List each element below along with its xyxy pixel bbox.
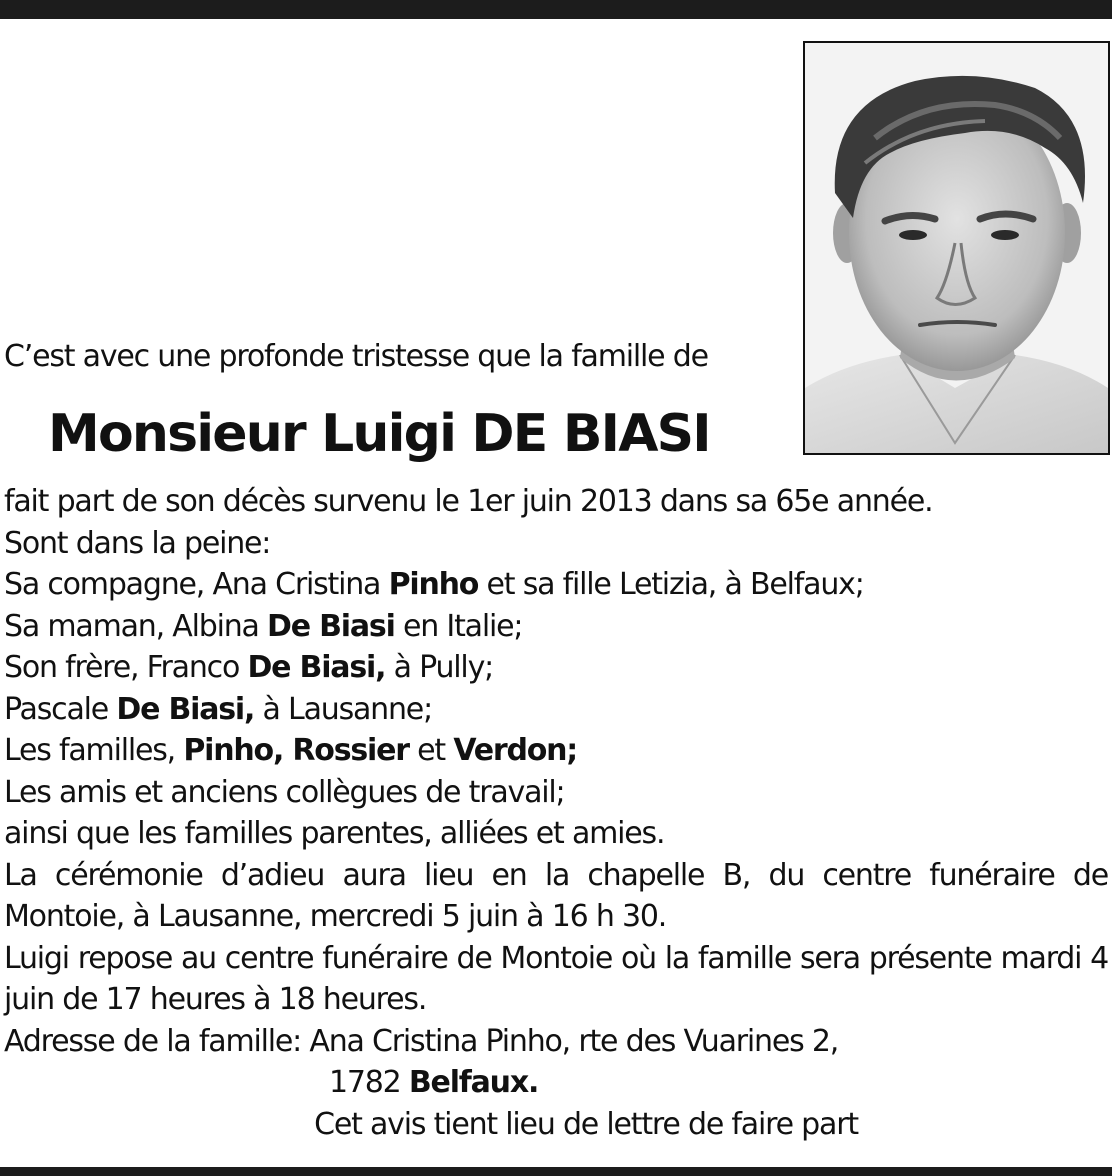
mourner-text: Les familles, — [4, 733, 184, 768]
mourner-line — [4, 730, 1108, 772]
announcement-line: fait part de son décès survenu le 1er juin 2013 dans sa 65e année. — [4, 484, 933, 519]
mourner-line: ainsi que les familles parentes, alliées et amies. — [4, 816, 665, 851]
mourner-surname: De Biasi, — [116, 691, 255, 727]
ceremony-paragraph: La cérémonie d’adieu aura lieu en la chapelle B, du centre funéraire de Montoie, à Lausanne, mercredi 5 juin à 16 h 30. — [4, 857, 1108, 934]
mourner-line — [4, 647, 1108, 689]
closing-line: Cet avis tient lieu de lettre de faire part — [314, 1106, 858, 1142]
address-city: Belfaux. — [408, 1065, 539, 1100]
mourner-text: Sa compagne, Ana Cristina — [4, 567, 389, 602]
mourner-line — [4, 606, 1108, 648]
viewing-paragraph: Luigi repose au centre funéraire de Montoie où la famille sera présente mardi 4 juin de 17 heures à 18 heures. — [4, 940, 1108, 1017]
mourners-heading: Sont dans la peine: — [4, 525, 271, 561]
mourner-text: et sa fille Letizia, à Belfaux; — [478, 567, 864, 602]
mourner-surname: Verdon; — [453, 733, 578, 768]
address-line: Adresse de la famille: Ana Cristina Pinho, rte des Vuarines 2, — [4, 1023, 839, 1059]
top-rule — [0, 0, 1112, 19]
mourner-surname: De Biasi, — [247, 650, 386, 685]
mourner-line — [4, 564, 1108, 606]
mourner-text: en Italie; — [394, 608, 523, 644]
address-postcode: 1782 — [329, 1065, 409, 1100]
mourner-surname: Pinho — [388, 567, 479, 602]
bottom-rule — [0, 1167, 1112, 1176]
mourner-surname: De Biasi — [267, 608, 395, 644]
deceased-name: Monsieur Luigi DE BIASI — [48, 404, 710, 464]
obituary-body — [4, 481, 1108, 1145]
mourner-text: Pascale — [4, 691, 117, 727]
mourner-text: et — [408, 733, 454, 768]
mourner-text: à Lausanne; — [254, 691, 432, 727]
mourner-text: Son frère, Franco — [4, 650, 248, 685]
portrait-illustration — [805, 43, 1108, 453]
mourner-text: Sa maman, Albina — [4, 608, 268, 644]
intro-line: C’est avec une profonde tristesse que la famille de — [4, 339, 708, 374]
portrait-photo — [803, 41, 1110, 455]
mourner-surname: Pinho, Rossier — [183, 733, 409, 768]
mourner-line: Les amis et anciens collègues de travail; — [4, 774, 565, 810]
mourner-text: à Pully; — [385, 650, 494, 685]
mourner-line — [4, 689, 1108, 731]
address-city-line — [4, 1062, 1108, 1104]
